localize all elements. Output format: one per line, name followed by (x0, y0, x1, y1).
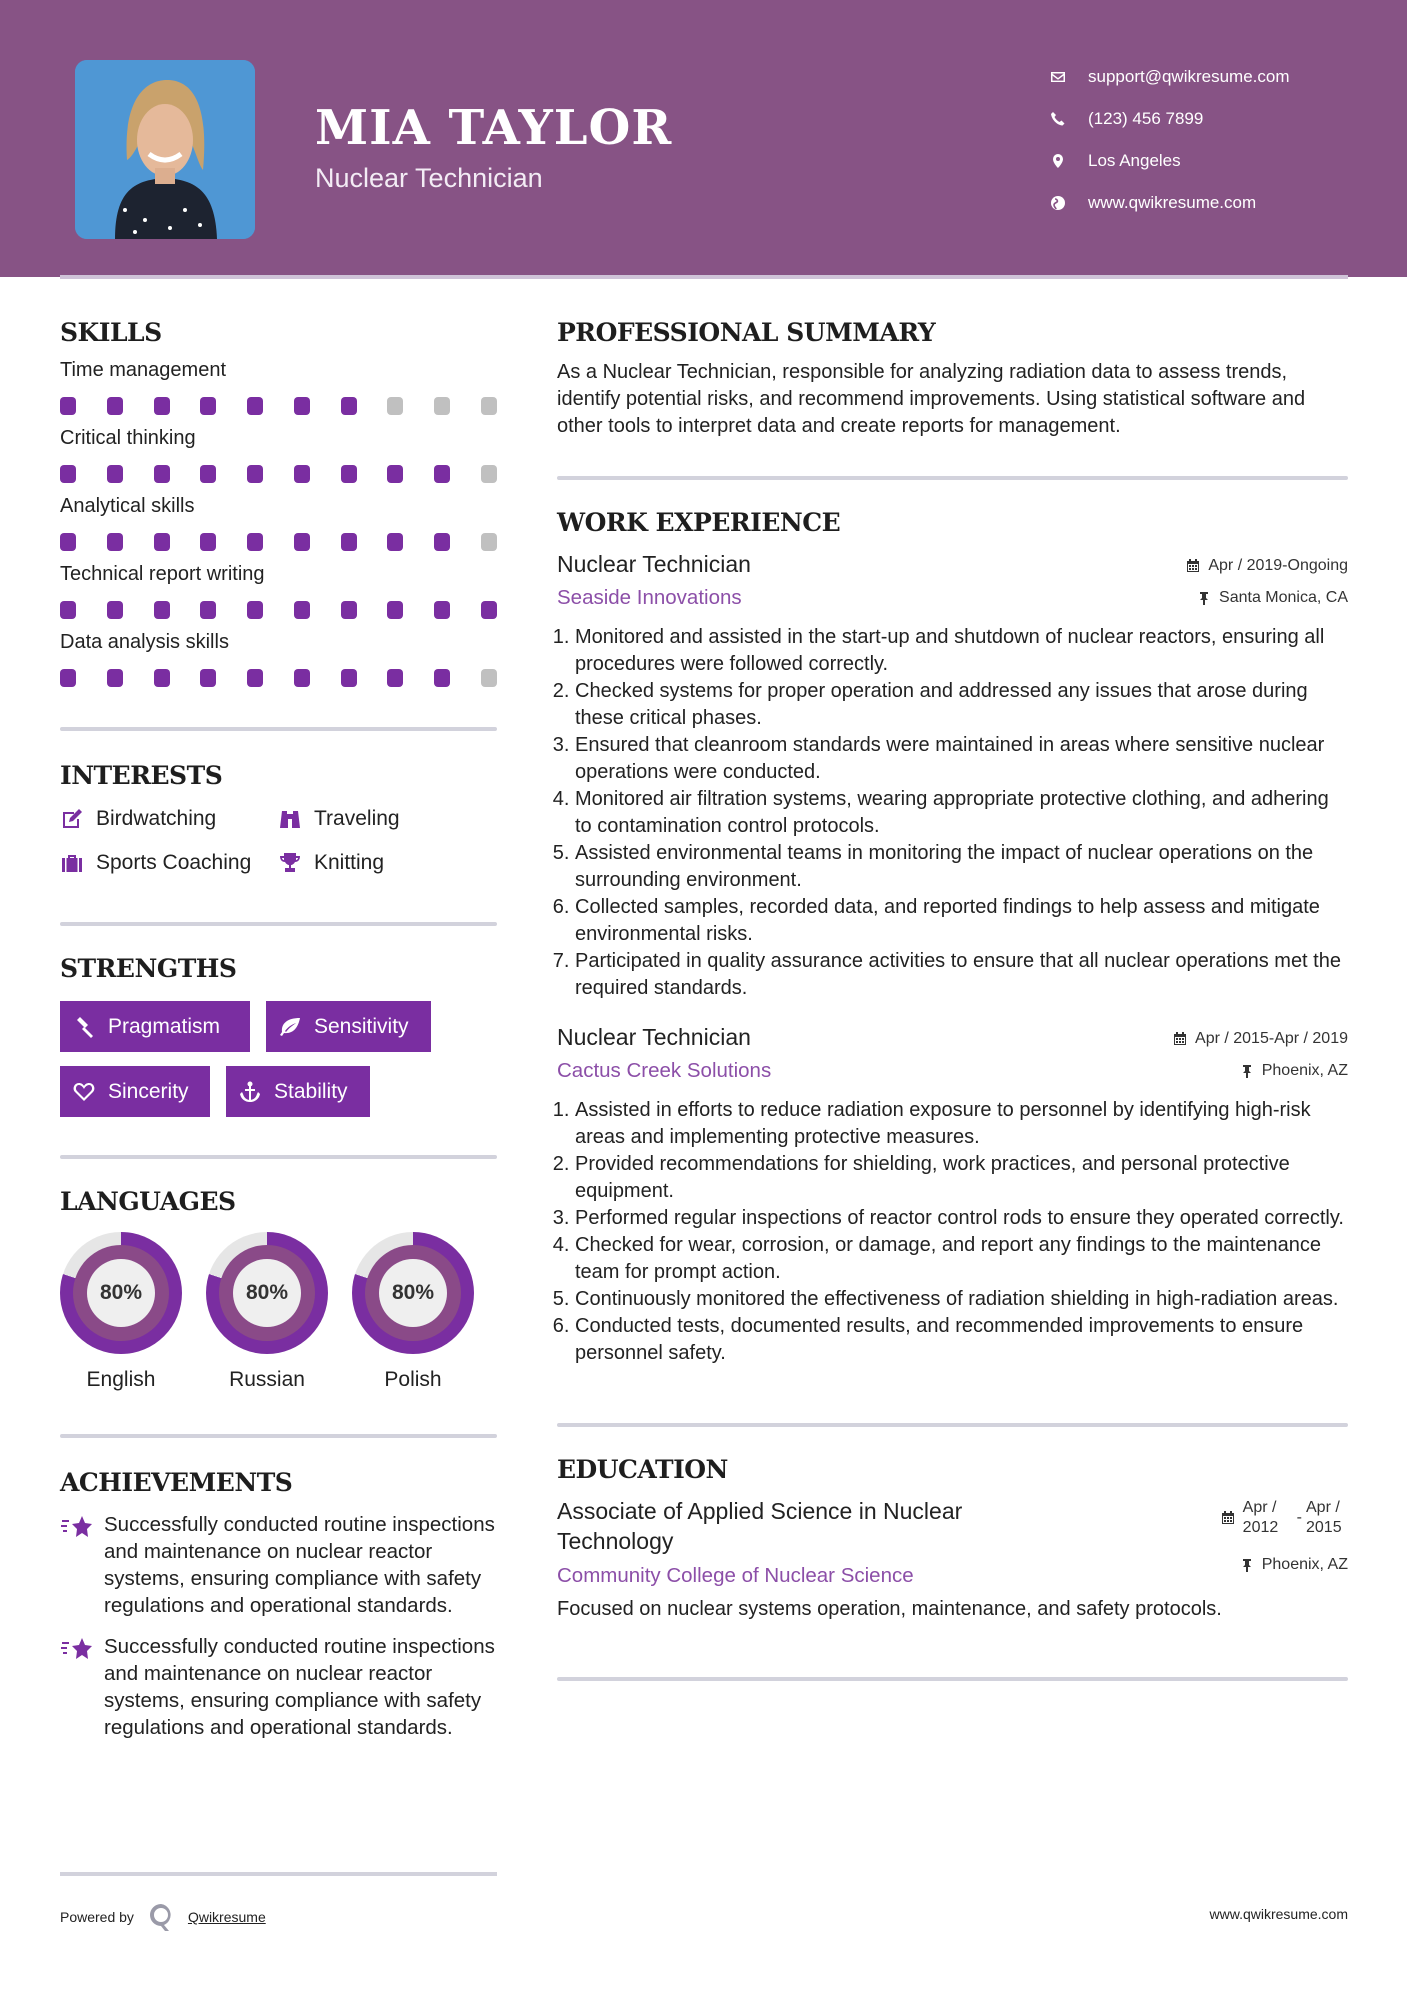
contact-location (1050, 140, 1290, 182)
languages-list (60, 1232, 497, 1392)
rating-dot-filled (60, 669, 76, 687)
footer-divider (60, 1872, 497, 1876)
rating-dot-filled (200, 601, 216, 619)
summary-text: As a Nuclear Technician, responsible for analyzing radiation data to assess trends, identify potential risks, and recommend improvements. Using statistical software and other tools to interpret data and create reports for management. (557, 361, 1306, 437)
education-school: Community College of Nuclear Science (557, 1564, 914, 1587)
section-divider (60, 922, 497, 926)
rating-dot-filled (154, 397, 170, 415)
candidate-title: Nuclear Technician (315, 163, 543, 193)
job-entry (557, 1024, 1348, 1367)
language-name: English (86, 1368, 156, 1391)
rating-dot-filled (107, 601, 123, 619)
contact-phone[interactable] (1050, 98, 1290, 140)
rating-dot-filled (294, 601, 310, 619)
section-title-strengths: STRENGTHS (60, 954, 237, 983)
rating-dot-filled (200, 397, 216, 415)
rating-dot-filled (247, 465, 263, 483)
calendar-icon (1221, 1511, 1235, 1525)
experience-section (557, 508, 1348, 1367)
job-dates: Apr / 2015-Apr / 2019 (1173, 1030, 1348, 1048)
gavel-icon (72, 1015, 96, 1039)
job-title: Nuclear Technician (557, 551, 751, 577)
job-bullet: 1. Monitored and assisted in the start-up and shutdown of nuclear reactors, ensuring all procedures were followed correctly. (575, 624, 1348, 678)
job-bullet: 7. Participated in quality assurance activities to ensure that all nuclear operations met the required standards. (575, 948, 1348, 1002)
footer-url[interactable]: www.qwikresume.com (1209, 1906, 1348, 1922)
job-bullet: 5. Assisted environmental teams in monitoring the impact of nuclear operations on the surrounding environment. (575, 840, 1348, 894)
rating-dot-filled (60, 601, 76, 619)
skill-label: Technical report writing (60, 563, 265, 585)
strengths-list (60, 1001, 497, 1117)
language-name: Polish (384, 1368, 442, 1391)
job-header (557, 1024, 1348, 1083)
job-location: Phoenix, AZ (1173, 1062, 1348, 1080)
rating-dot-empty (481, 465, 497, 483)
interest-item (278, 848, 498, 878)
education-start: Apr / 2012 (1242, 1499, 1279, 1536)
rating-dot-filled (434, 465, 450, 483)
contact-phone-text: (123) 456 7899 (1088, 109, 1204, 128)
rating-dot-empty (387, 397, 403, 415)
rating-dot-filled (107, 465, 123, 483)
rating-dot-filled (294, 533, 310, 551)
rating-dot-empty (481, 669, 497, 687)
rating-dot-filled (341, 601, 357, 619)
skill-item (60, 359, 497, 415)
strength-label: Sensitivity (314, 1014, 409, 1038)
skills-list (60, 359, 497, 687)
job-bullet: 2. Provided recommendations for shielding, work practices, and personal protective equipment. (575, 1151, 1348, 1205)
achievements-section (60, 1468, 497, 1741)
section-title-experience: WORK EXPERIENCE (557, 508, 841, 537)
skill-label: Analytical skills (60, 495, 195, 517)
pushpin-icon (1240, 1558, 1254, 1572)
education-section (557, 1455, 1348, 1623)
achievement-text: Successfully conducted routine inspections and maintenance on nuclear reactor systems, ensuring compliance with safety regulations and operational standards. (104, 1513, 495, 1617)
rating-dot-filled (294, 669, 310, 687)
language-percent: 80% (87, 1259, 155, 1327)
pushpin-icon (1240, 1064, 1254, 1078)
rating-dot-filled (341, 669, 357, 687)
rating-dot-filled (154, 465, 170, 483)
contact-list (1050, 56, 1290, 224)
rating-dot-filled (434, 669, 450, 687)
section-title-skills: SKILLS (60, 318, 162, 347)
job-dates: Apr / 2019-Ongoing (1186, 557, 1348, 575)
achievement-text: Successfully conducted routine inspections and maintenance on nuclear reactor systems, ensuring compliance with safety regulations and operational standards. (104, 1635, 495, 1739)
contact-website[interactable] (1050, 182, 1290, 224)
job-company: Seaside Innovations (557, 586, 742, 609)
rating-dot-filled (60, 397, 76, 415)
education-header (557, 1496, 1348, 1588)
job-bullet: 5. Continuously monitored the effectiveness of radiation shielding in high-radiation areas. (575, 1286, 1348, 1313)
strengths-section (60, 954, 497, 1117)
language-progress-ring (352, 1232, 474, 1354)
education-dates: Apr / 2012 - Apr / 2015 (1221, 1498, 1348, 1538)
interests-section (60, 761, 497, 878)
trophy-icon (278, 851, 302, 875)
rating-dot-filled (154, 669, 170, 687)
rating-dot-filled (247, 397, 263, 415)
skill-label: Time management (60, 359, 226, 381)
edit-icon (60, 807, 84, 831)
section-divider (557, 476, 1348, 480)
language-progress-ring (206, 1232, 328, 1354)
summary-section (557, 318, 1348, 440)
skill-rating (60, 669, 497, 687)
language-item (206, 1232, 328, 1392)
star-icon (60, 1513, 96, 1543)
interest-label: Knitting (314, 851, 385, 874)
skill-label: Data analysis skills (60, 631, 229, 653)
achievement-item (60, 1511, 497, 1619)
section-divider (60, 1155, 497, 1159)
section-divider (60, 1434, 497, 1438)
contact-email[interactable] (1050, 56, 1290, 98)
envelope-icon (1050, 69, 1088, 85)
rating-dot-filled (247, 533, 263, 551)
globe-icon (1050, 195, 1088, 211)
rating-dot-filled (387, 669, 403, 687)
rating-dot-filled (247, 669, 263, 687)
job-bullet: 2. Checked systems for proper operation and addressed any issues that arose during these critical phases. (575, 678, 1348, 732)
interest-item (60, 848, 278, 878)
education-degree: Associate of Applied Science in Nuclear Technology (557, 1498, 963, 1554)
rating-dot-filled (387, 533, 403, 551)
candidate-name: MIA TAYLOR (315, 100, 673, 156)
leaf-icon (278, 1015, 302, 1039)
section-title-languages: LANGUAGES (60, 1187, 236, 1216)
job-responsibilities (557, 624, 1348, 1002)
rating-dot-filled (294, 397, 310, 415)
job-bullet: 1. Assisted in efforts to reduce radiation exposure to personnel by identifying high-risk areas and implementing protective measures. (575, 1097, 1348, 1151)
heart-icon (72, 1080, 96, 1104)
resume-header (0, 0, 1407, 277)
rating-dot-filled (341, 397, 357, 415)
calendar-icon (1173, 1032, 1187, 1046)
languages-section (60, 1187, 497, 1392)
job-bullet: 6. Collected samples, recorded data, and reported findings to help assess and mitigate environmental risks. (575, 894, 1348, 948)
rating-dot-filled (387, 465, 403, 483)
rating-dot-filled (200, 465, 216, 483)
interest-label: Traveling (314, 807, 400, 830)
interest-item (60, 804, 278, 834)
language-item (352, 1232, 474, 1392)
star-icon (60, 1635, 96, 1665)
powered-by (60, 1902, 266, 1932)
briefcase-icon (60, 851, 84, 875)
interest-label: Sports Coaching (96, 851, 252, 874)
job-bullet: 4. Monitored air filtration systems, wearing appropriate protective clothing, and adhering to contamination control protocols. (575, 786, 1348, 840)
interest-label: Birdwatching (96, 807, 217, 830)
contact-website-text: www.qwikresume.com (1088, 193, 1257, 212)
skill-item (60, 631, 497, 687)
anchor-icon (238, 1080, 262, 1104)
map-pin-icon (1050, 153, 1088, 169)
job-location: Santa Monica, CA (1186, 589, 1348, 607)
skills-section (60, 318, 497, 687)
section-title-achievements: ACHIEVEMENTS (60, 1468, 293, 1497)
qwikresume-logo-icon (148, 1902, 174, 1932)
rating-dot-filled (154, 601, 170, 619)
job-company: Cactus Creek Solutions (557, 1059, 772, 1082)
rating-dot-filled (107, 397, 123, 415)
job-header (557, 551, 1348, 610)
rating-dot-filled (434, 533, 450, 551)
section-title-education: EDUCATION (557, 1455, 728, 1484)
section-divider (557, 1677, 1348, 1681)
contact-location-text: Los Angeles (1088, 151, 1181, 170)
right-column (557, 318, 1348, 1681)
rating-dot-filled (154, 533, 170, 551)
job-bullet: 3. Performed regular inspections of reactor control rods to ensure they operated correctly. (575, 1205, 1348, 1232)
language-item (60, 1232, 182, 1392)
education-location: Phoenix, AZ (1221, 1556, 1348, 1574)
rating-dot-empty (481, 397, 497, 415)
powered-by-label: Powered by (60, 1909, 134, 1925)
job-responsibilities (557, 1097, 1348, 1367)
job-entry (557, 551, 1348, 1002)
rating-dot-filled (434, 601, 450, 619)
rating-dot-filled (200, 669, 216, 687)
skill-rating (60, 533, 497, 551)
header-divider (60, 275, 1348, 279)
section-title-interests: INTERESTS (60, 761, 223, 790)
language-percent: 80% (233, 1259, 301, 1327)
job-bullet: 4. Checked for wear, corrosion, or damage, and report any findings to the maintenance team for prompt action. (575, 1232, 1348, 1286)
left-column (60, 318, 497, 1741)
strength-chip (60, 1001, 250, 1052)
rating-dot-filled (341, 533, 357, 551)
language-percent: 80% (379, 1259, 447, 1327)
strength-chip (60, 1066, 210, 1117)
section-divider (60, 727, 497, 731)
strength-chip (266, 1001, 431, 1052)
interests-list (60, 804, 497, 878)
pushpin-icon (1197, 591, 1211, 605)
contact-email-text: support@qwikresume.com (1088, 67, 1290, 86)
binoculars-icon (278, 807, 302, 831)
phone-icon (1050, 111, 1088, 127)
skill-rating (60, 465, 497, 483)
education-end: Apr / 2015 (1306, 1499, 1342, 1536)
achievement-item (60, 1633, 497, 1741)
skill-item (60, 563, 497, 619)
skill-label: Critical thinking (60, 427, 196, 449)
job-bullet: 3. Ensured that cleanroom standards were maintained in areas where sensitive nuclear operations were conducted. (575, 732, 1348, 786)
profile-photo (75, 60, 255, 239)
skill-item (60, 427, 497, 483)
skill-rating (60, 601, 497, 619)
section-title-summary: PROFESSIONAL SUMMARY (557, 318, 936, 347)
rating-dot-empty (434, 397, 450, 415)
interest-item (278, 804, 498, 834)
job-title: Nuclear Technician (557, 1024, 751, 1050)
education-description: Focused on nuclear systems operation, maintenance, and safety protocols. (557, 1598, 1222, 1620)
rating-dot-empty (481, 533, 497, 551)
calendar-icon (1186, 559, 1200, 573)
strength-label: Pragmatism (108, 1014, 221, 1038)
strength-label: Sincerity (108, 1079, 189, 1103)
job-bullet: 6. Conducted tests, documented results, and recommended improvements to ensure personnel safety. (575, 1313, 1348, 1367)
rating-dot-filled (60, 533, 76, 551)
rating-dot-filled (294, 465, 310, 483)
strength-chip (226, 1066, 370, 1117)
rating-dot-filled (200, 533, 216, 551)
rating-dot-filled (481, 601, 497, 619)
rating-dot-filled (387, 601, 403, 619)
skill-rating (60, 397, 497, 415)
rating-dot-filled (60, 465, 76, 483)
language-progress-ring (60, 1232, 182, 1354)
rating-dot-filled (247, 601, 263, 619)
qwikresume-link[interactable]: Qwikresume (187, 1909, 266, 1925)
language-name: Russian (229, 1368, 305, 1391)
rating-dot-filled (107, 533, 123, 551)
strength-label: Stability (274, 1079, 348, 1103)
skill-item (60, 495, 497, 551)
section-divider (557, 1423, 1348, 1427)
rating-dot-filled (107, 669, 123, 687)
rating-dot-filled (341, 465, 357, 483)
